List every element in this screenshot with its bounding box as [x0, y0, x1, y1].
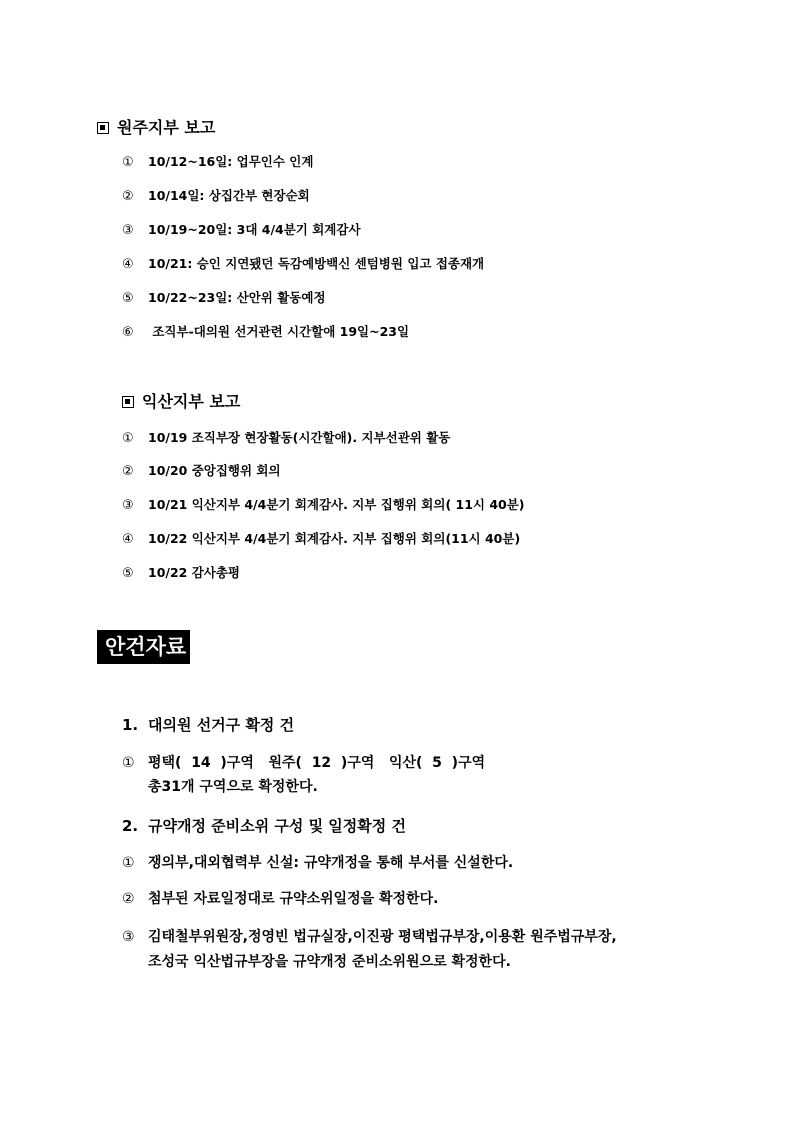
iksan-report-heading — [122, 392, 240, 412]
square-bullet-icon — [122, 396, 134, 408]
wonju-item-4: ④ 10/21: 승인 지연됐던 독감예방백신 센텀병원 입고 접종재개 — [122, 256, 485, 272]
agenda-section-1-title: 1. 대의원 선거구 확정 건 — [122, 716, 295, 734]
iksan-item-2: ② 10/20 중앙집행위 회의 — [122, 463, 281, 479]
iksan-item-4: ④ 10/22 익산지부 4/4분기 회계감사. 지부 집행위 회의(11시 40분) — [122, 531, 521, 547]
wonju-item-5: ⑤ 10/22~23일: 산안위 활동예정 — [122, 290, 326, 306]
agenda-section-2-item-2: ② 첨부된 자료일정대로 규약소위일정을 확정한다. — [122, 891, 439, 907]
wonju-item-1: ① 10/12~16일: 업무인수 인계 — [122, 154, 314, 170]
wonju-item-6: ⑥ 조직부-대의원 선거관련 시간할애 19일~23일 — [122, 324, 410, 340]
agenda-section-2-item-1: ① 쟁의부,대외협력부 신설: 규약개정을 통해 부서를 신설한다. — [122, 855, 514, 871]
iksan-item-1: ① 10/19 조직부장 현장활동(시간할애). 지부선관위 활동 — [122, 430, 451, 446]
iksan-item-3: ③ 10/21 익산지부 4/4분기 회계감사. 지부 집행위 회의( 11시 40분) — [122, 497, 525, 513]
agenda-section-2-item-3-continuation: 조성국 익산법규부장을 규약개정 준비소위원으로 확정한다. — [148, 954, 511, 970]
agenda-section-1-item-1: ① 평택( 14 )구역 원주( 12 )구역 익산( 5 )구역 — [122, 755, 486, 771]
wonju-report-heading — [97, 118, 215, 138]
wonju-item-2: ② 10/14일: 상집간부 현장순회 — [122, 188, 310, 204]
square-bullet-icon — [97, 122, 109, 134]
wonju-report-title: 원주지부 보고 — [117, 118, 216, 137]
agenda-section-2-title: 2. 규약개정 준비소위 구성 및 일정확정 건 — [122, 817, 406, 835]
iksan-item-5: ⑤ 10/22 감사총평 — [122, 565, 241, 581]
wonju-item-3: ③ 10/19~20일: 3대 4/4분기 회계감사 — [122, 222, 361, 238]
agenda-section-1-item-1-continuation: 총31개 구역으로 확정한다. — [148, 779, 318, 795]
agenda-banner: 안건자료 — [97, 630, 190, 664]
agenda-section-2-item-3: ③ 김태철부위원장,정영빈 법규실장,이진광 평택법규부장,이용환 원주법규부장, — [122, 929, 617, 945]
iksan-report-title: 익산지부 보고 — [142, 392, 241, 411]
